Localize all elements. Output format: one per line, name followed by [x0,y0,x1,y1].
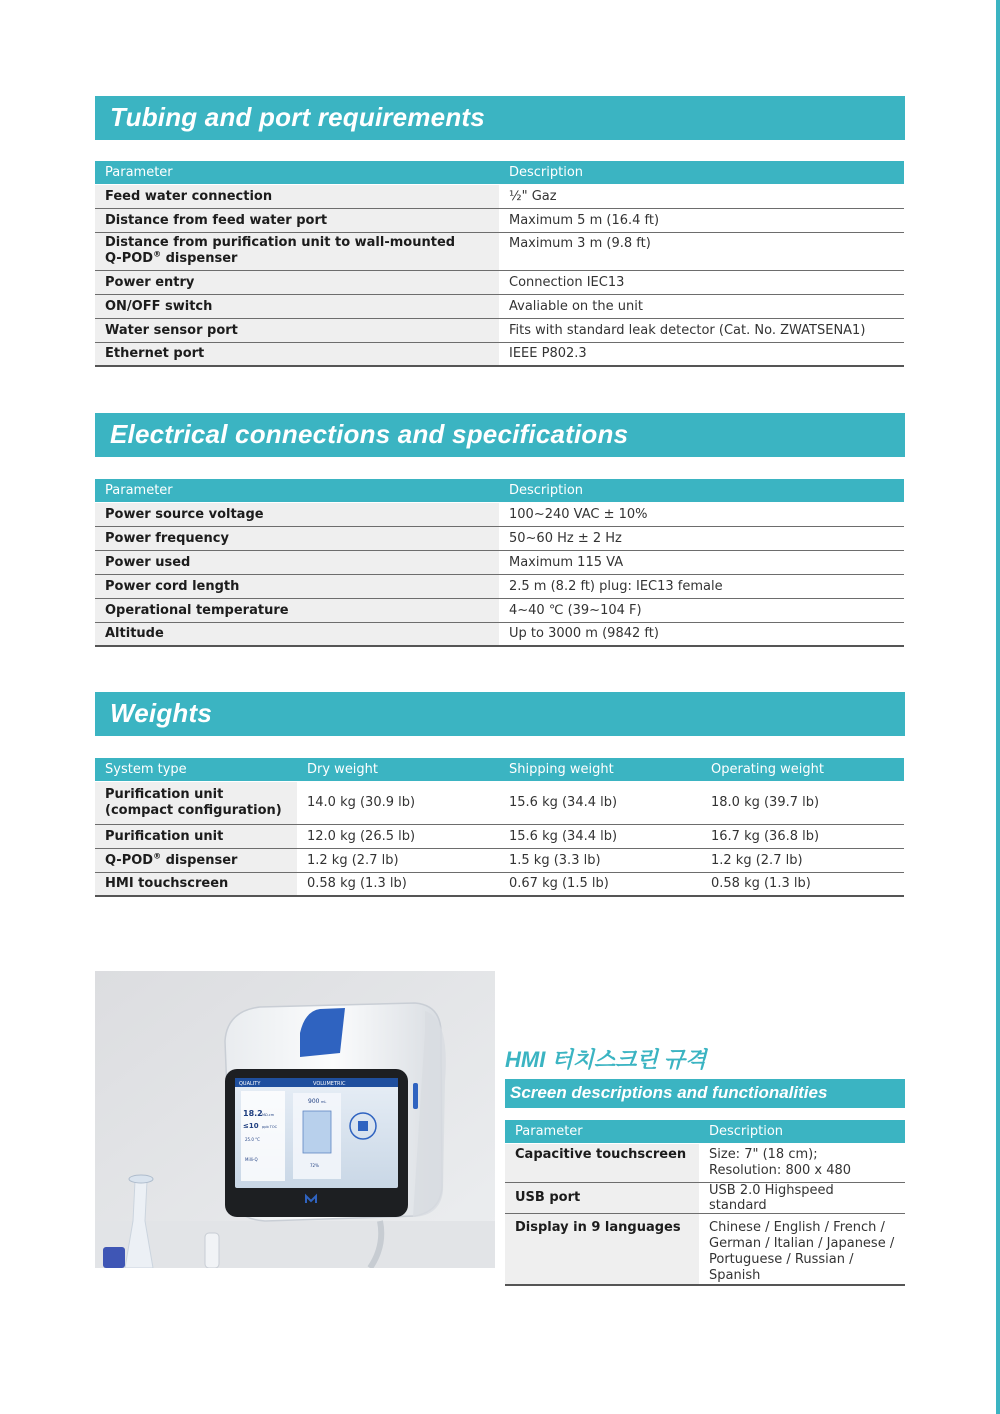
desc-line: Resolution: 800 x 480 [709,1162,852,1178]
dry-weight-cell: 0.58 kg (1.3 lb) [297,872,499,896]
type-cell: HMI touchscreen [95,872,297,896]
param-cell [95,232,499,270]
screen-volume: 900 [308,1098,320,1105]
desc-cell: USB 2.0 Highspeed standard [699,1182,905,1213]
table-row [95,270,904,294]
hmi-device-photo [95,971,495,1268]
table-row [505,1213,905,1285]
table-row [95,622,904,646]
column-header: Description [499,479,904,502]
column-header: Parameter [95,479,499,502]
column-header: Dry weight [297,758,499,781]
hmi-subtitle: Screen descriptions and functionalities [510,1083,828,1102]
screen-volume-unit: mL [321,1100,327,1104]
screen-resistivity: 18.2 [243,1109,263,1118]
shipping-weight-cell: 15.6 kg (34.4 lb) [499,824,701,848]
dry-weight-cell: 14.0 kg (30.9 lb) [297,781,499,824]
param-cell: Power frequency [95,526,499,550]
type-name: Q-POD [105,852,154,868]
column-header: Description [499,161,904,184]
desc-cell: Fits with standard leak detector (Cat. No. ZWATSENA1) [499,318,904,342]
operating-weight-cell: 0.58 kg (1.3 lb) [701,872,904,896]
param-cell: Altitude [95,622,499,646]
section-title: Electrical connections and specifications [110,419,629,449]
table-row [95,574,904,598]
desc-line: Chinese / English / French / [709,1219,885,1235]
desc-cell: Maximum 3 m (9.8 ft) [499,232,904,270]
desc-cell: 4~40 ℃ (39~104 F) [499,598,904,622]
registered-mark: ® [153,249,162,259]
desc-cell: IEEE P802.3 [499,342,904,366]
param-cell: Operational temperature [95,598,499,622]
type-cell [95,848,297,872]
table-row [505,1143,905,1182]
screen-tab-quality: QUALITY [239,1081,261,1087]
type-name-rest: dispenser [161,852,238,868]
table-row [95,294,904,318]
desc-line: Size: 7" (18 cm); [709,1146,818,1162]
param-cell: Ethernet port [95,342,499,366]
param-cell: Water sensor port [95,318,499,342]
param-cell: Power entry [95,270,499,294]
table-row [95,550,904,574]
operating-weight-cell: 18.0 kg (39.7 lb) [701,781,904,824]
table-row [95,208,904,232]
operating-weight-cell: 1.2 kg (2.7 lb) [701,848,904,872]
table-header-row [95,161,904,184]
table-row [95,232,904,270]
screen-toc: ≤10 [243,1122,259,1130]
desc-line: Portuguese / Russian / Spanish [709,1251,854,1283]
desc-line: German / Italian / Japanese / [709,1235,895,1251]
table-row [95,184,904,208]
type-line: Purification unit [105,786,224,802]
column-header: System type [95,758,297,781]
table-row [505,1182,905,1213]
section-banner-electrical [95,413,905,457]
electrical-table [95,479,904,647]
table-header-row [505,1120,905,1143]
screen-temperature: 25.0 °C [245,1137,260,1142]
section-title: Tubing and port requirements [110,102,485,132]
table-row [95,526,904,550]
desc-cell: Up to 3000 m (9842 ft) [499,622,904,646]
param-cell: ON/OFF switch [95,294,499,318]
column-header: Description [699,1120,905,1143]
weights-table [95,758,904,897]
param-cell: Distance from feed water port [95,208,499,232]
hmi-table [505,1120,905,1286]
table-row [95,824,904,848]
registered-mark: ® [153,851,162,861]
section-title: Weights [110,698,213,728]
desc-cell: 50~60 Hz ± 2 Hz [499,526,904,550]
table-row [95,502,904,526]
table-row [95,781,904,824]
table-header-row [95,479,904,502]
desc-cell: Avaliable on the unit [499,294,904,318]
param-cell: Display in 9 languages [505,1213,699,1285]
type-cell [95,781,297,824]
column-header: Operating weight [701,758,904,781]
param-cell: Power cord length [95,574,499,598]
table-row [95,598,904,622]
table-row [95,318,904,342]
operating-weight-cell: 16.7 kg (36.8 lb) [701,824,904,848]
page-edge-stripe [996,0,1000,1414]
param-line: Q-POD [105,251,154,266]
param-cell: Power source voltage [95,502,499,526]
desc-cell [699,1143,905,1182]
screen-product-name: Milli-Q [245,1157,258,1162]
param-cell: Capacitive touchscreen [505,1143,699,1182]
hmi-heading: HMI 터치스크린 규격 [505,1047,707,1072]
section-banner-tubing [95,96,905,140]
desc-cell: Maximum 5 m (16.4 ft) [499,208,904,232]
column-header: Parameter [505,1120,699,1143]
desc-cell: Maximum 115 VA [499,550,904,574]
screen-tab-volumetric: VOLUMETRIC [313,1081,346,1087]
param-cell: Feed water connection [95,184,499,208]
param-cell: Power used [95,550,499,574]
shipping-weight-cell: 15.6 kg (34.4 lb) [499,781,701,824]
type-cell: Purification unit [95,824,297,848]
screen-resistivity-unit: MΩ.cm [262,1113,275,1117]
type-line: (compact configuration) [105,802,282,818]
desc-cell: 100~240 VAC ± 10% [499,502,904,526]
table-row [95,872,904,896]
tubing-table [95,161,904,367]
shipping-weight-cell: 0.67 kg (1.5 lb) [499,872,701,896]
param-line: Distance from purification unit to wall-mounted [105,235,456,250]
screen-fill-percent: 72% [310,1163,319,1168]
table-row [95,342,904,366]
desc-cell: Connection IEC13 [499,270,904,294]
param-line: dispenser [161,251,238,266]
section-banner-weights [95,692,905,736]
column-header: Shipping weight [499,758,701,781]
param-cell: USB port [505,1182,699,1213]
table-row [95,848,904,872]
hmi-subtitle-banner [505,1079,905,1108]
dry-weight-cell: 1.2 kg (2.7 lb) [297,848,499,872]
shipping-weight-cell: 1.5 kg (3.3 lb) [499,848,701,872]
table-header-row [95,758,904,781]
desc-cell: 2.5 m (8.2 ft) plug: IEC13 female [499,574,904,598]
desc-cell [699,1213,905,1285]
screen-toc-unit: ppb TOC [262,1125,278,1129]
device-illustration [95,971,495,1268]
desc-cell: ½" Gaz [499,184,904,208]
dry-weight-cell: 12.0 kg (26.5 lb) [297,824,499,848]
column-header: Parameter [95,161,499,184]
